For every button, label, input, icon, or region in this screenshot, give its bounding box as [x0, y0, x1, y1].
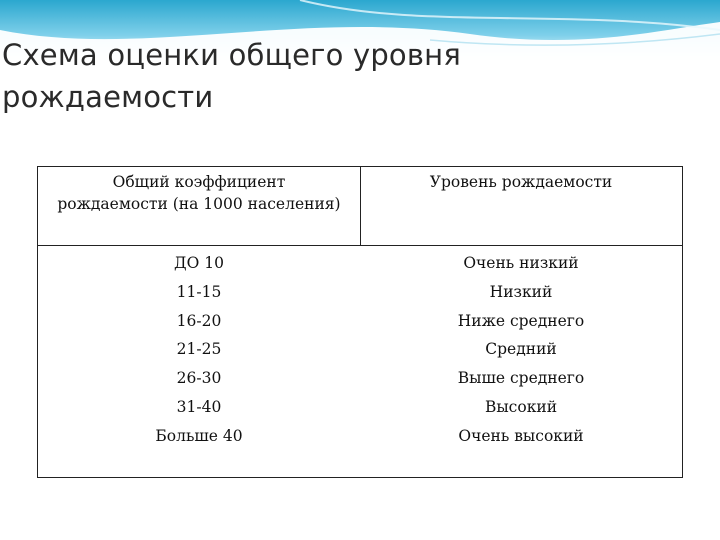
table-cell-range: 31-40 — [176, 397, 222, 416]
table-cell-range: 26-30 — [176, 369, 222, 388]
table-cell-level: Низкий — [489, 282, 553, 301]
slide-title-line1: Схема оценки общего уровня — [2, 38, 461, 72]
level-column — [360, 249, 682, 451]
table-cell-range: ДО 10 — [174, 254, 224, 272]
table-cell-level: Средний — [485, 340, 557, 359]
header-level — [360, 167, 682, 245]
header-coefficient-line1: Общий коэффициент — [112, 173, 286, 191]
coefficient-column — [38, 249, 360, 451]
header-level-label: Уровень рождаемости — [429, 173, 613, 191]
table-cell-level: Высокий — [484, 397, 558, 416]
header-coefficient — [38, 167, 360, 245]
table-cell-range: 11-15 — [176, 282, 222, 301]
slide-title — [2, 34, 461, 118]
table-cell-range: 16-20 — [176, 311, 222, 330]
table-cell-level: Выше среднего — [457, 369, 585, 388]
table-cell-level: Ниже среднего — [457, 311, 585, 330]
table-cell-level: Очень высокий — [458, 426, 584, 445]
table-cell-range: Больше 40 — [155, 426, 243, 445]
table-cell-range: 21-25 — [176, 340, 222, 359]
slide-title-line2: рождаемости — [2, 80, 214, 114]
birth-rate-table — [37, 166, 683, 478]
table-header-divider — [38, 245, 682, 246]
header-coefficient-line2: рождаемости (на 1000 населения) — [57, 195, 341, 213]
table-cell-level: Очень низкий — [463, 254, 579, 272]
